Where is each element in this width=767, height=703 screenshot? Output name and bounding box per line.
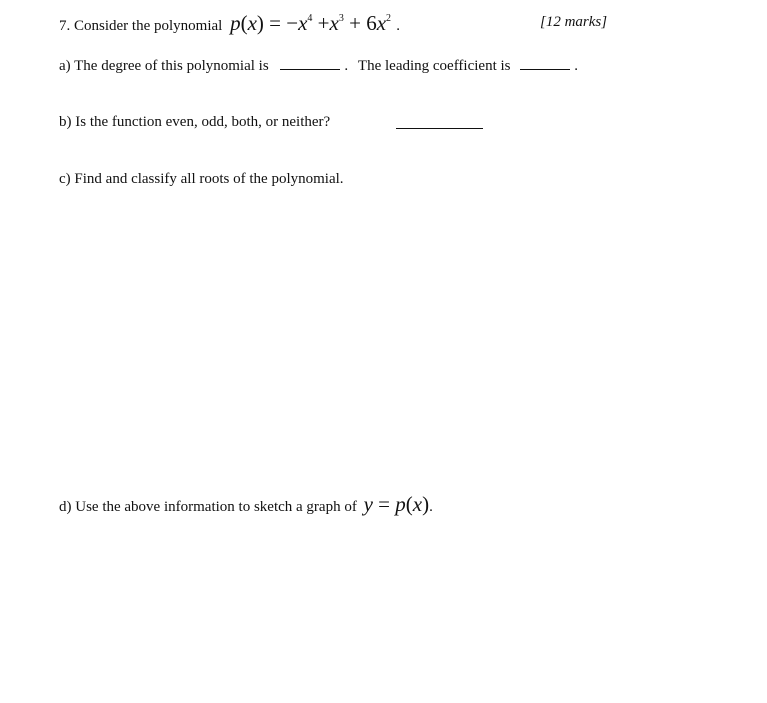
- part-c-answer-space[interactable]: [59, 200, 699, 480]
- marks-label: [12 marks]: [540, 14, 608, 30]
- poly-term3-coef: 6: [366, 11, 377, 35]
- degree-answer-blank[interactable]: [280, 57, 340, 70]
- poly-end-punct: .: [396, 18, 401, 34]
- polynomial-expression: [230, 11, 400, 35]
- graph-equation: [364, 492, 433, 516]
- eq-y-var: y: [363, 492, 373, 516]
- part-d: [59, 492, 433, 517]
- part-b: [59, 114, 330, 131]
- eq-p-name: p: [395, 492, 406, 516]
- question-number: 7.: [59, 18, 71, 34]
- eq-open-paren: (: [405, 492, 413, 516]
- leading-coefficient-answer-blank[interactable]: [520, 57, 570, 70]
- poly-term3-exp: 2: [386, 13, 392, 24]
- poly-term2-var: x: [329, 11, 339, 35]
- poly-term2-exp: 3: [338, 13, 344, 24]
- poly-term1-sign: −: [286, 11, 299, 35]
- part-b-text: b) Is the function even, odd, both, or neither?: [59, 114, 331, 130]
- poly-name: p: [230, 11, 241, 35]
- poly-op2: +: [349, 11, 361, 35]
- eq-end-punct: .: [429, 499, 433, 515]
- poly-open-paren: (: [240, 11, 248, 35]
- poly-op1: +: [317, 11, 330, 35]
- part-a-punct-2: .: [574, 58, 578, 74]
- poly-term1-var: x: [298, 11, 308, 35]
- part-a: [59, 57, 578, 75]
- even-odd-answer-blank[interactable]: [396, 128, 483, 129]
- part-d-sketch-space[interactable]: [59, 525, 699, 695]
- question-header: [59, 11, 400, 36]
- poly-variable: x: [247, 11, 257, 35]
- eq-x-var: x: [412, 492, 423, 516]
- poly-close-paren: ): [256, 11, 264, 35]
- eq-equals: =: [378, 492, 390, 516]
- part-a-punct-1: .: [344, 58, 349, 74]
- question-intro: Consider the polynomial: [74, 18, 223, 34]
- part-c-text: c) Find and classify all roots of the polynomial.: [59, 171, 344, 187]
- poly-term1-exp: 4: [307, 13, 313, 24]
- part-d-text: d) Use the above information to sketch a graph of: [59, 499, 357, 515]
- poly-term3-var: x: [376, 11, 387, 35]
- part-a-middle-text: The leading coefficient is: [357, 58, 511, 74]
- eq-close-paren: ): [422, 492, 430, 516]
- poly-equals: =: [269, 11, 281, 35]
- part-a-text: a) The degree of this polynomial is: [59, 58, 269, 74]
- part-c: [59, 171, 344, 188]
